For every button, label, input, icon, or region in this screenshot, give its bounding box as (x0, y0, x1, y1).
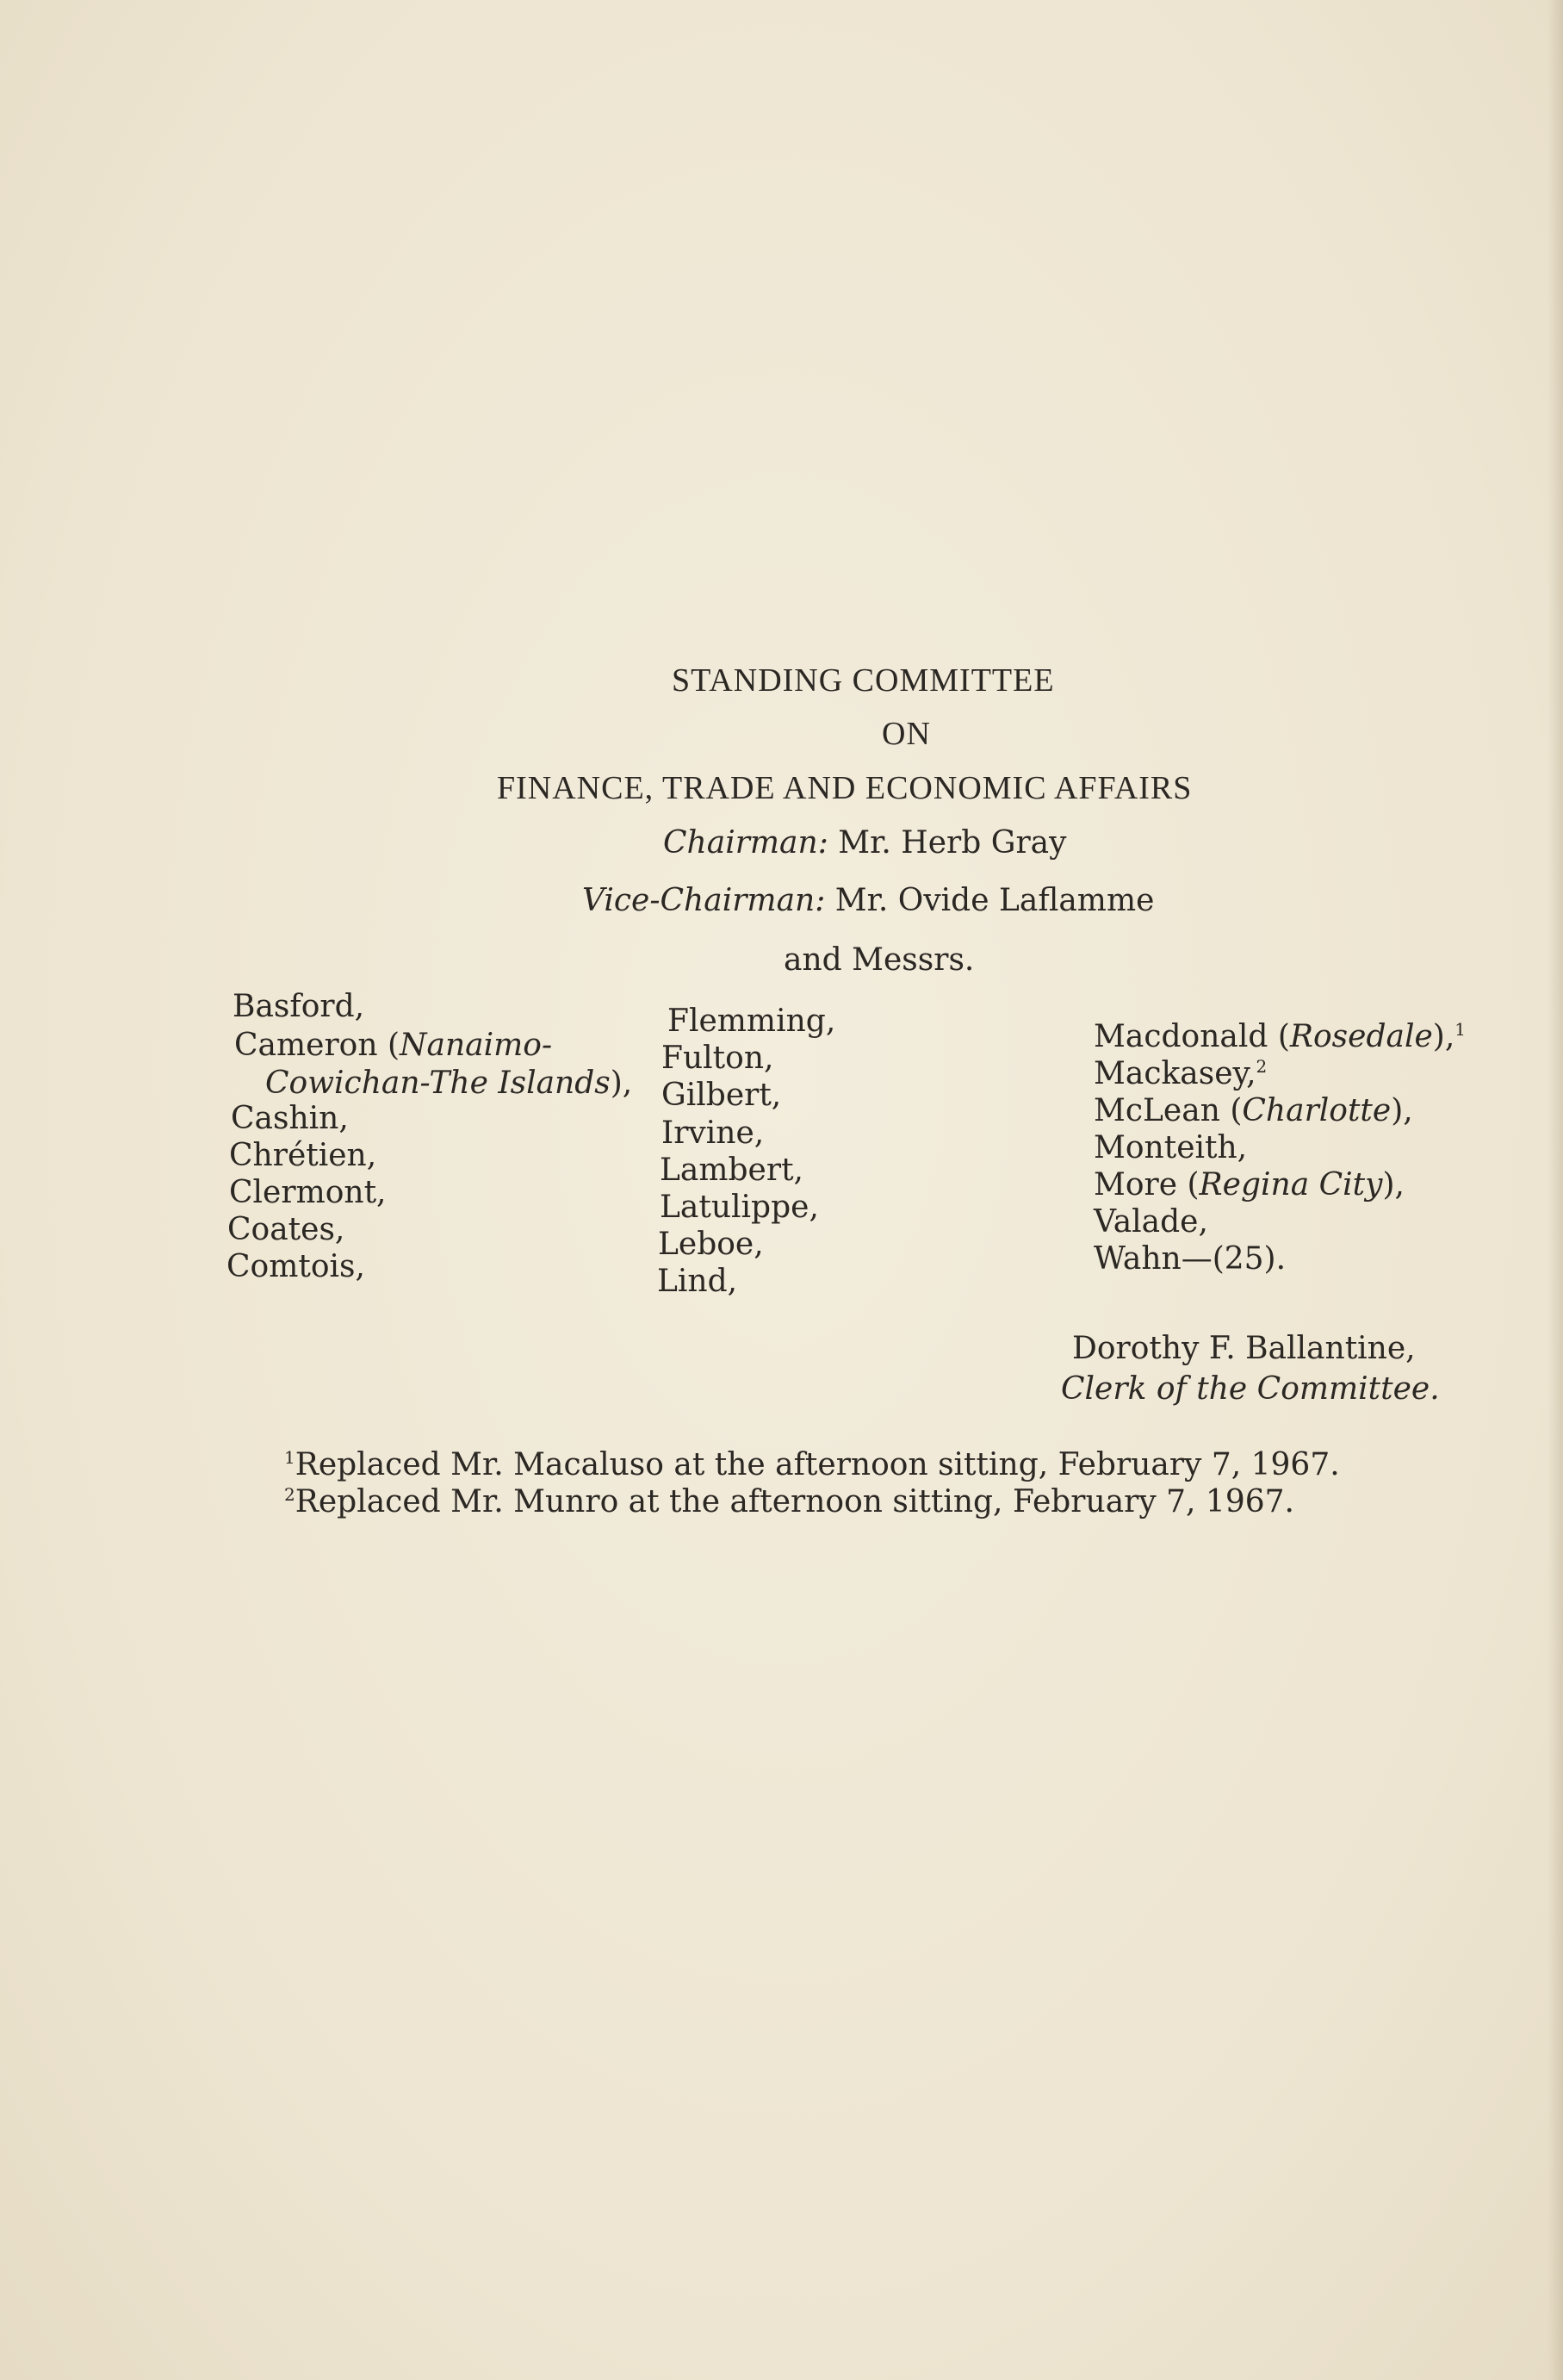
and-messrs: and Messrs. (784, 942, 975, 978)
member-flemming: Flemming, (667, 1004, 836, 1039)
member-lind: Lind, (657, 1264, 738, 1299)
member-cashin: Cashin, (231, 1101, 349, 1136)
member-monteith: Monteith, (1094, 1130, 1248, 1165)
member-basford: Basford, (233, 989, 365, 1024)
footnote-2: $^2$Replaced Mr. Munro at the afternoon sitting, February 7, 1967. (284, 1484, 1294, 1519)
chairman-name: Mr. Herb Gray (838, 825, 1067, 861)
footnote-ref-2: 2 (1256, 1056, 1268, 1077)
heading-line-2: ON (882, 716, 931, 752)
member-irvine: Irvine, (661, 1115, 765, 1151)
member-valade: Valade, (1094, 1204, 1208, 1240)
vice-chairman-line (582, 883, 1154, 918)
member-mclean: McLean (Charlotte), (1094, 1093, 1413, 1128)
heading-line-1: STANDING COMMITTEE (672, 662, 1055, 699)
footnote-ref-1: 1 (1454, 1019, 1467, 1040)
vice-chairman-name: Mr. Ovide Laflamme (834, 883, 1155, 918)
footnote-mark-1: 1 (284, 1447, 295, 1468)
clerk-role: Clerk of the Committee. (1061, 1371, 1440, 1407)
member-gilbert: Gilbert, (661, 1078, 782, 1113)
vice-chairman-role: Vice-Chairman: (582, 883, 826, 918)
member-chretien: Chrétien, (229, 1138, 377, 1173)
member-clermont: Clermont, (229, 1175, 387, 1210)
clerk-name: Dorothy F. Ballantine, (1072, 1331, 1416, 1366)
member-cameron: Cameron (Nanaimo- (234, 1028, 553, 1063)
member-macdonald: Macdonald (Rosedale),$^1$ (1094, 1019, 1467, 1054)
footnote-mark-2: 2 (284, 1484, 295, 1505)
member-fulton: Fulton, (661, 1041, 774, 1076)
member-more: More (Regina City), (1094, 1167, 1405, 1202)
chairman-line (663, 825, 1066, 861)
footnote-1: $^1$Replaced Mr. Macaluso at the afternoon sitting, February 7, 1967. (284, 1447, 1340, 1482)
member-lambert: Lambert, (660, 1153, 803, 1188)
member-cameron-riding: Cowichan-The Islands), (265, 1066, 633, 1101)
member-leboe: Leboe, (658, 1227, 764, 1262)
heading-line-3: FINANCE, TRADE AND ECONOMIC AFFAIRS (497, 770, 1193, 806)
member-coates: Coates, (227, 1212, 345, 1247)
member-comtois: Comtois, (226, 1249, 365, 1284)
member-latulippe: Latulippe, (660, 1190, 819, 1225)
member-mackasey: Mackasey,$^2$ (1094, 1056, 1268, 1091)
chairman-role: Chairman: (663, 825, 828, 861)
page-edge-shadow (1547, 0, 1563, 2380)
member-wahn: Wahn—(25). (1094, 1241, 1287, 1277)
